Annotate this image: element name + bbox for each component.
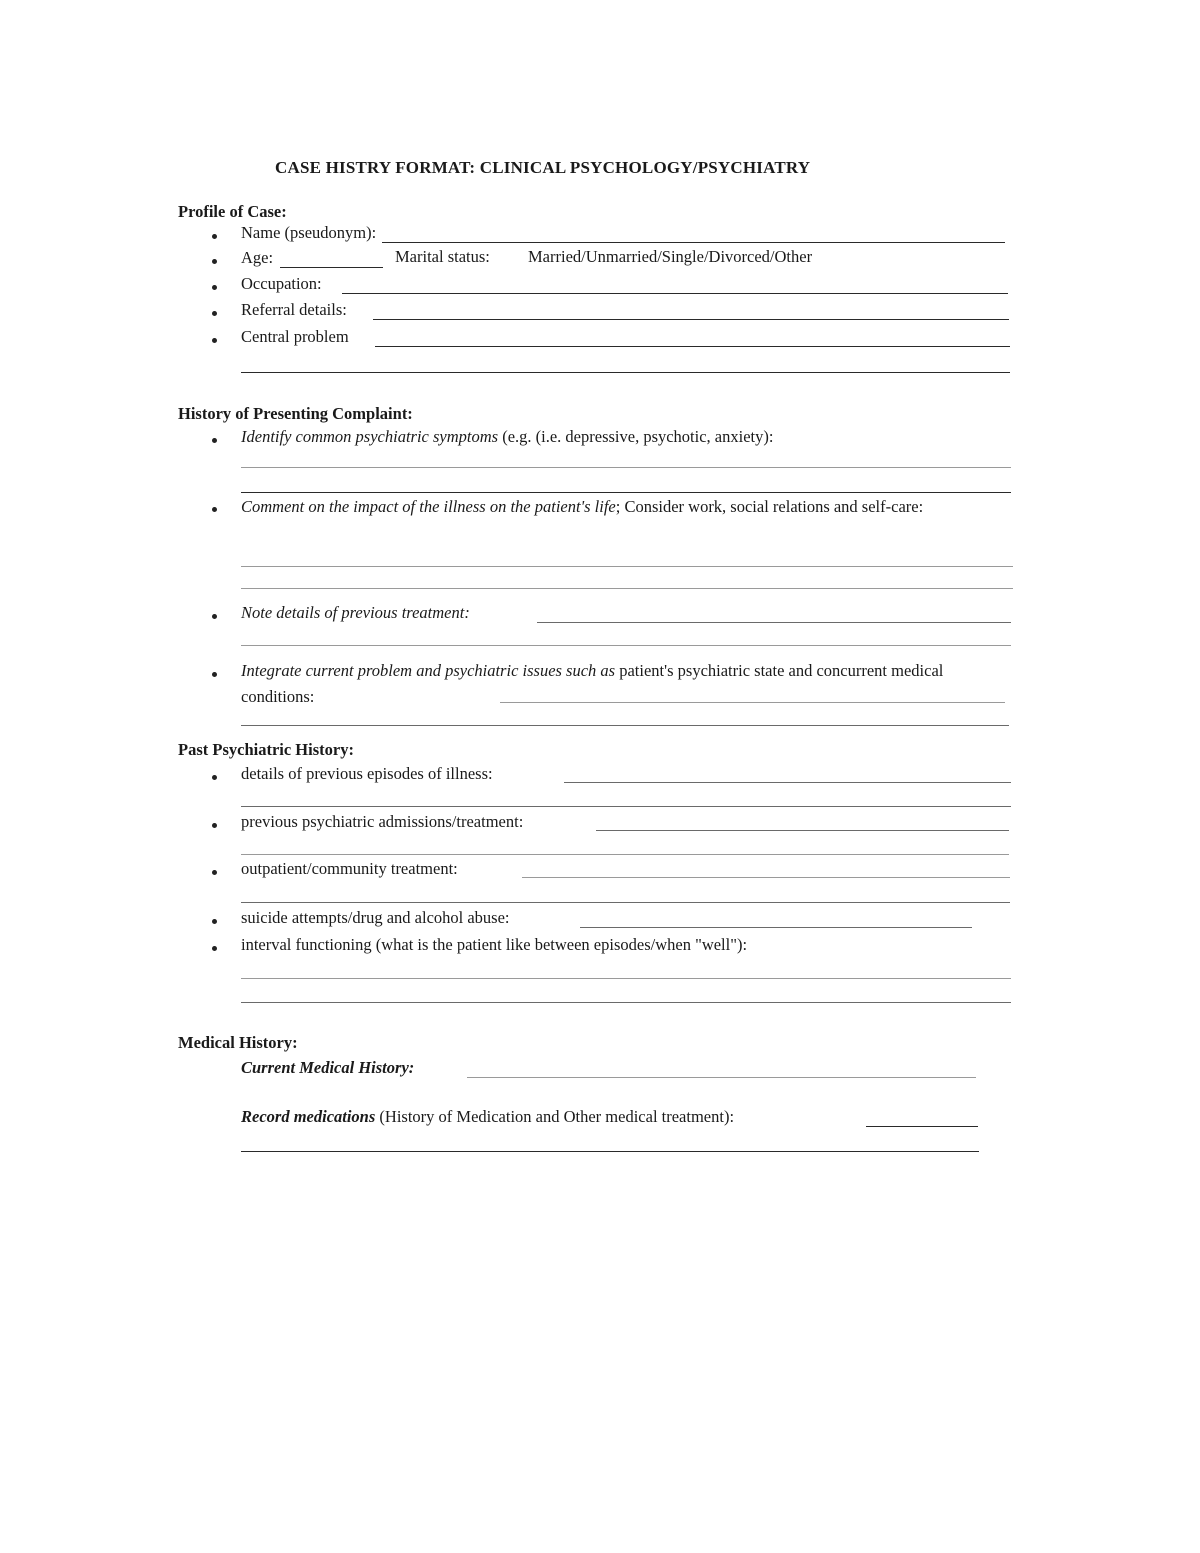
impact-details: ; Consider work, social relations and self-care: — [615, 497, 924, 516]
previous-treatment-label: Note details of previous treatment: — [241, 603, 470, 622]
impact-field[interactable] — [241, 566, 1013, 567]
section-heading-past: Past Psychiatric History: — [178, 740, 354, 759]
previous-episodes-field[interactable] — [564, 782, 1011, 783]
bullet — [212, 438, 217, 443]
name-label: Name (pseudonym): — [241, 223, 377, 242]
integrate-field-2[interactable] — [241, 725, 1009, 726]
impact-prompt: Comment on the impact of the illness on the patient's life — [241, 497, 616, 516]
previous-treatment-field[interactable] — [537, 622, 1011, 623]
bullet — [212, 775, 217, 780]
record-medications-field-2[interactable] — [241, 1151, 979, 1152]
record-medications-details: (History of Medication and Other medical treatment): — [375, 1107, 735, 1126]
outpatient-field-2[interactable] — [241, 902, 1010, 903]
record-medications-item — [241, 1107, 734, 1127]
suicide-abuse-label: suicide attempts/drug and alcohol abuse: — [241, 908, 510, 927]
section-heading-medical: Medical History: — [178, 1033, 298, 1052]
central-problem-field-2[interactable] — [241, 372, 1010, 373]
bullet — [212, 285, 217, 290]
record-medications-label: Record medications — [241, 1107, 376, 1126]
previous-episodes-label: details of previous episodes of illness: — [241, 764, 493, 783]
suicide-abuse-field[interactable] — [580, 927, 972, 928]
integrate-field[interactable] — [500, 702, 1005, 703]
occupation-field[interactable] — [342, 293, 1008, 294]
central-problem-field[interactable] — [375, 346, 1010, 347]
bullet — [212, 507, 217, 512]
interval-functioning-label: interval functioning (what is the patient like between episodes/when "well"): — [241, 935, 748, 954]
bullet — [212, 823, 217, 828]
admissions-field[interactable] — [596, 830, 1009, 831]
admissions-field-2[interactable] — [241, 854, 1009, 855]
symptoms-examples: (e.g. (i.e. depressive, psychotic, anxiety): — [498, 427, 774, 446]
marital-status-options: Married/Unmarried/Single/Divorced/Other — [528, 247, 813, 266]
bullet — [212, 338, 217, 343]
admissions-label: previous psychiatric admissions/treatment: — [241, 812, 524, 831]
presenting-item-impact — [241, 494, 1016, 520]
symptoms-field-2[interactable] — [241, 492, 1011, 493]
bullet — [212, 919, 217, 924]
bullet — [212, 672, 217, 677]
presenting-item-symptoms — [241, 427, 773, 447]
previous-episodes-field-2[interactable] — [241, 806, 1011, 807]
section-heading-presenting: History of Presenting Complaint: — [178, 404, 413, 423]
record-medications-field[interactable] — [866, 1126, 978, 1127]
previous-treatment-field-2[interactable] — [241, 645, 1011, 646]
bullet — [212, 614, 217, 619]
outpatient-label: outpatient/community treatment: — [241, 859, 458, 878]
bullet — [212, 259, 217, 264]
symptoms-prompt: Identify common psychiatric symptoms — [241, 427, 499, 446]
section-heading-profile: Profile of Case: — [178, 202, 287, 221]
integrate-prompt: Integrate current problem and psychiatric issues such as — [241, 661, 616, 680]
age-field[interactable] — [280, 267, 383, 268]
interval-functioning-field[interactable] — [241, 978, 1011, 979]
bullet — [212, 870, 217, 875]
integrate-details: patient's psychiatric state and concurrent medical conditions: — [241, 661, 944, 706]
name-field[interactable] — [382, 242, 1005, 243]
central-problem-label: Central problem — [241, 327, 349, 346]
bullet — [212, 234, 217, 239]
outpatient-field[interactable] — [522, 877, 1010, 878]
impact-field-2[interactable] — [241, 588, 1013, 589]
marital-status-label: Marital status: — [395, 247, 490, 266]
occupation-label: Occupation: — [241, 274, 322, 293]
bullet — [212, 311, 217, 316]
referral-label: Referral details: — [241, 300, 347, 319]
bullet — [212, 946, 217, 951]
page-title: CASE HISTRY FORMAT: CLINICAL PSYCHOLOGY/PSYCHIATRY — [275, 158, 811, 177]
current-medical-history-field[interactable] — [467, 1077, 976, 1078]
interval-functioning-field-2[interactable] — [241, 1002, 1011, 1003]
age-label: Age: — [241, 248, 274, 267]
referral-field[interactable] — [373, 319, 1009, 320]
symptoms-field[interactable] — [241, 467, 1011, 468]
current-medical-history-label: Current Medical History: — [241, 1058, 415, 1077]
